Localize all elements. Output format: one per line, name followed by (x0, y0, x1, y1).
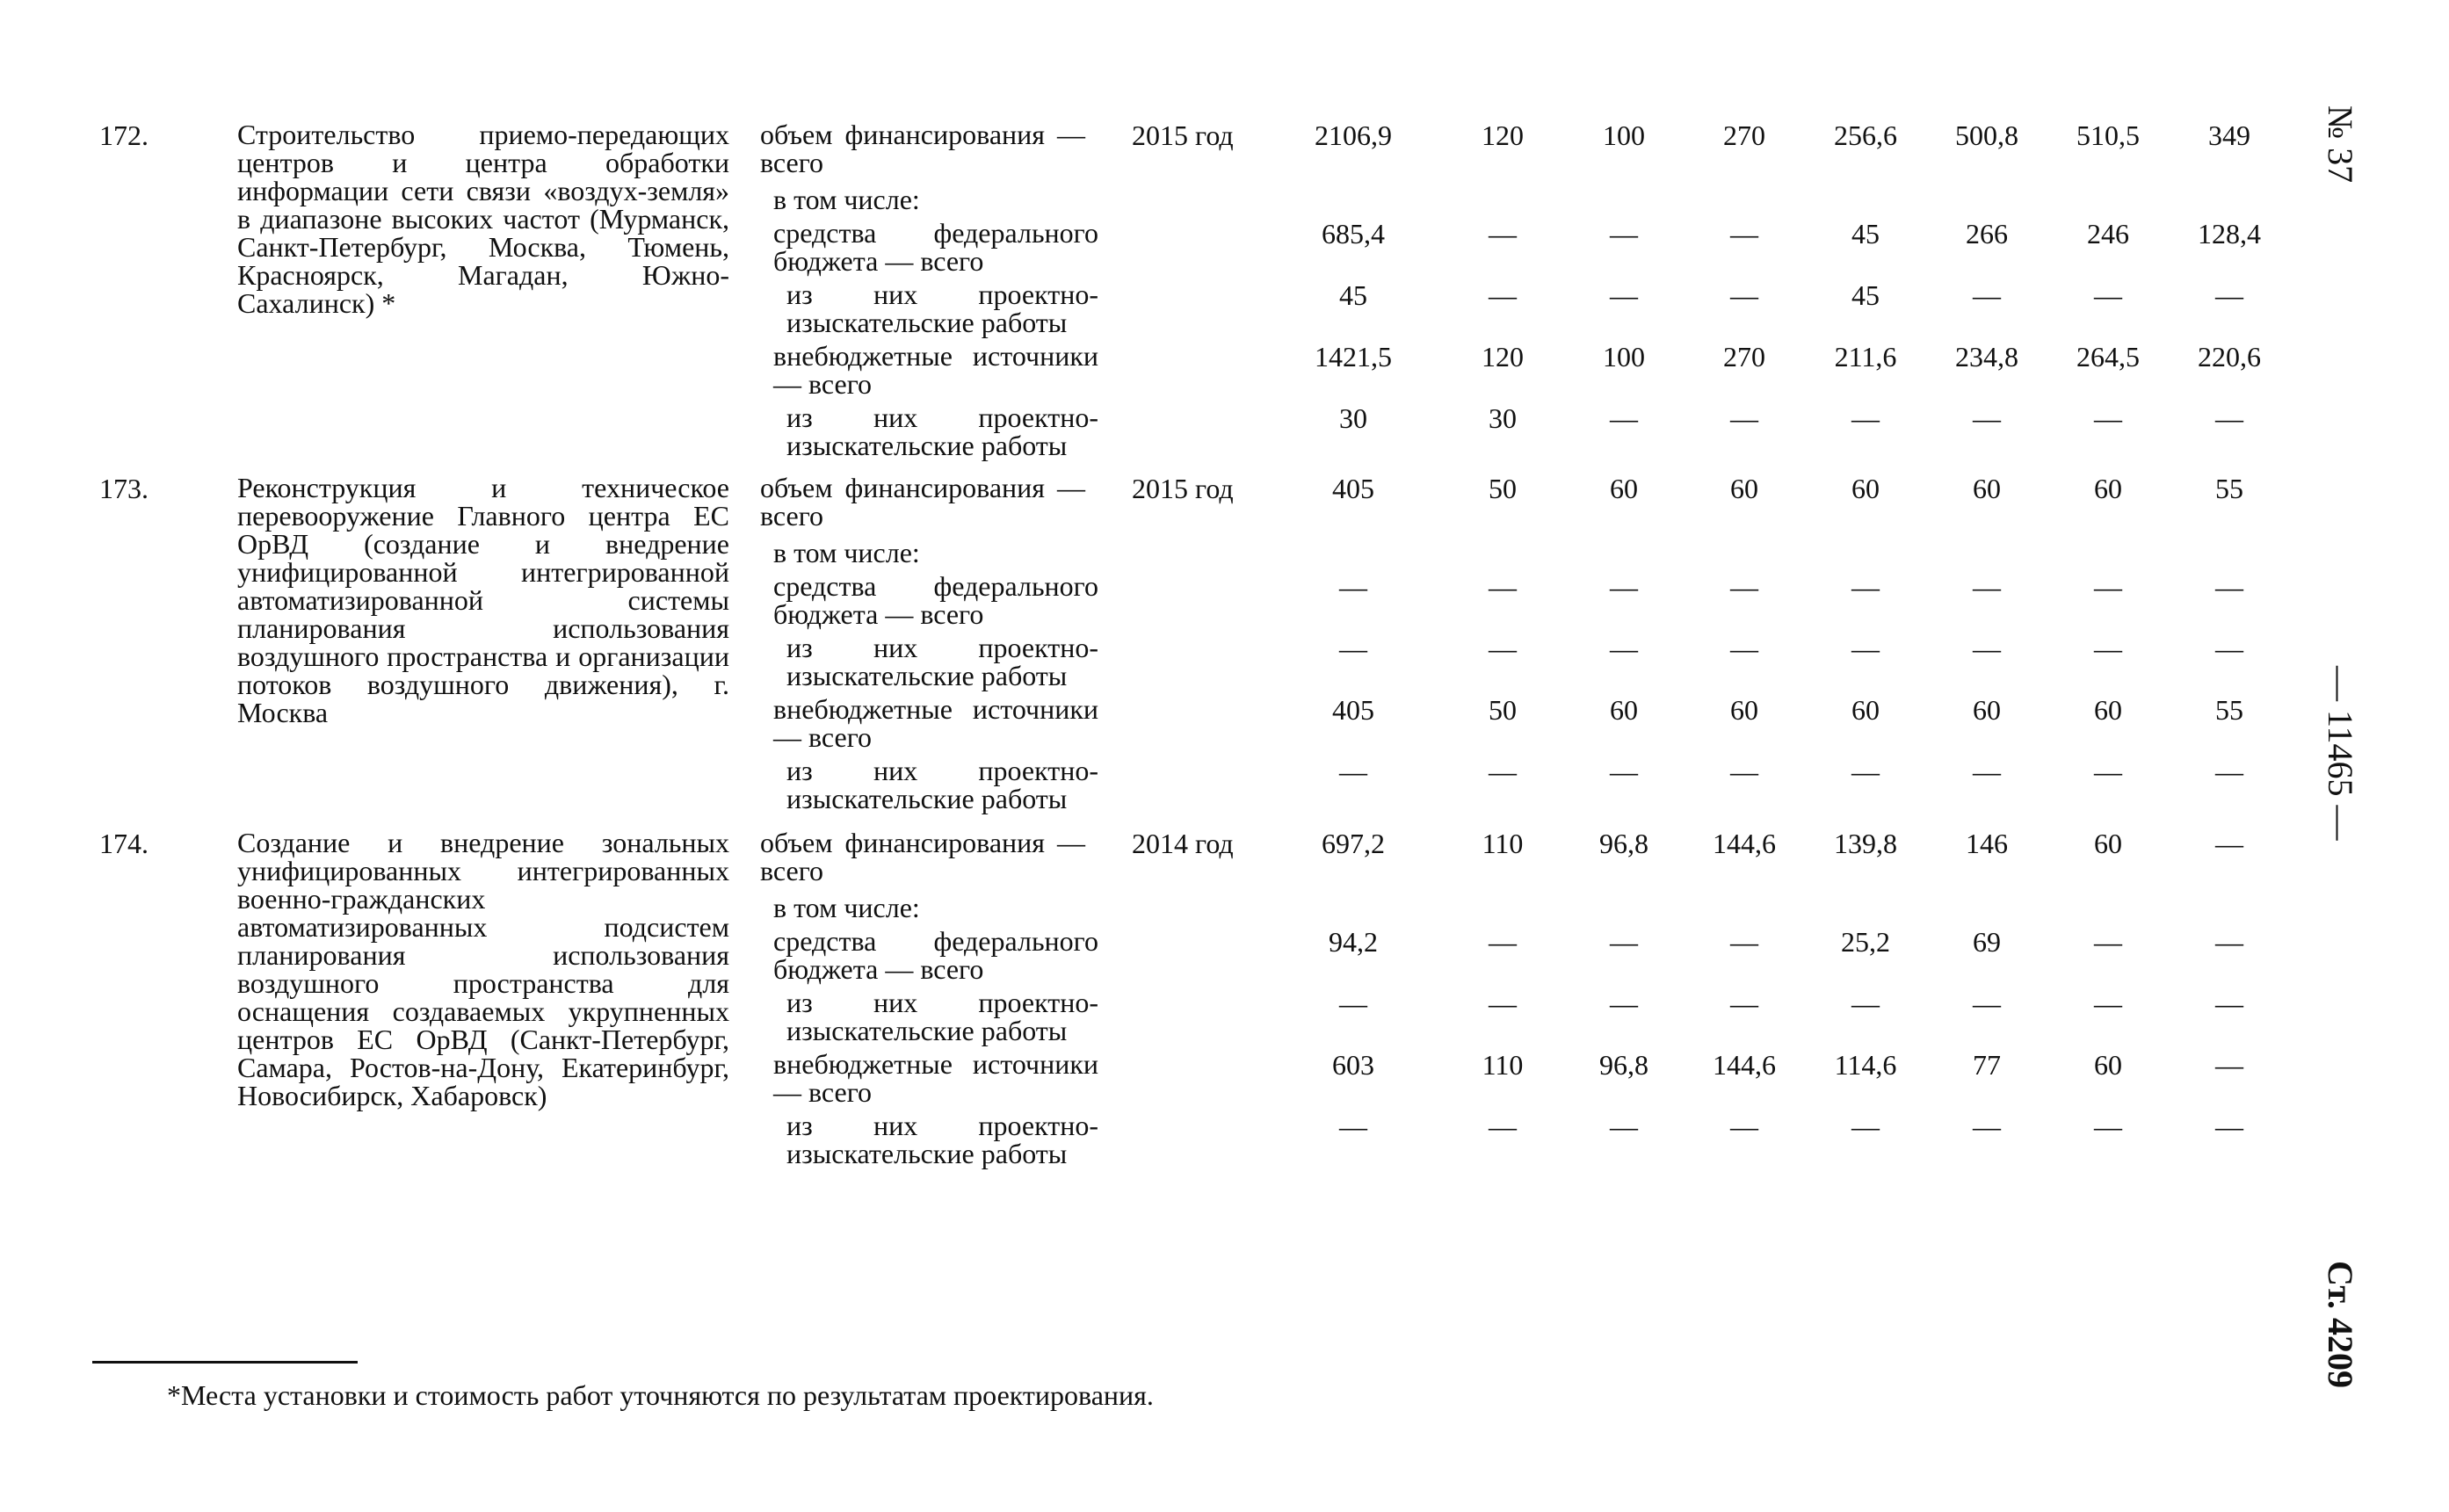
row-label: объем финансирования — всего (760, 472, 1085, 532)
entry-year: 2015 год (1132, 119, 1234, 151)
entry-number: 173. (99, 473, 149, 504)
value-cell: — (2094, 571, 2122, 603)
value-cell: 144,6 (1713, 1049, 1776, 1081)
value-cell: 30 (1339, 402, 1367, 434)
value-cell: — (1489, 988, 1517, 1019)
value-cell: — (2094, 633, 2122, 664)
value-cell: — (1610, 402, 1638, 434)
value-cell: 234,8 (1955, 341, 2018, 373)
value-cell: — (1851, 402, 1880, 434)
row-label: внебюджетные источники — всего (773, 1048, 1098, 1108)
table-entry-174 (92, 818, 2298, 1173)
value-cell: 110 (1482, 1049, 1524, 1081)
row-label: объем финансирования — всего (760, 827, 1085, 886)
value-cell: — (1730, 926, 1758, 958)
value-cell: — (1339, 571, 1367, 603)
value-cell: 60 (2094, 1049, 2122, 1081)
value-cell: — (1339, 988, 1367, 1019)
value-cell: 144,6 (1713, 828, 1776, 859)
value-cell: — (1489, 633, 1517, 664)
value-cell: — (1610, 926, 1638, 958)
entry-description: Реконструкция и техническое перевооружение Главного центра ЕС ОрВД (создание и внедрение унифицированной интегрированной автоматизированной системы планирования использования воздушного пространства и организации потоков воздушного движения), г. Москва (237, 472, 729, 728)
value-cell: — (1730, 402, 1758, 434)
value-cell: 500,8 (1955, 119, 2018, 151)
row-label: средства федерального бюджета — всего (773, 570, 1098, 630)
value-cell: 96,8 (1599, 1049, 1648, 1081)
value-cell: 100 (1603, 119, 1645, 151)
value-cell: 211,6 (1834, 341, 1897, 373)
value-cell: — (2215, 756, 2243, 787)
value-cell: — (1730, 279, 1758, 311)
entry-year: 2015 год (1132, 473, 1234, 504)
value-cell: — (1610, 633, 1638, 664)
value-cell: — (2215, 988, 2243, 1019)
row-label: из них проектно-изыскательские работы (786, 755, 1098, 814)
value-cell: — (1489, 218, 1517, 250)
value-cell: — (1973, 402, 2001, 434)
value-cell: 60 (1610, 473, 1638, 504)
value-cell: — (2215, 402, 2243, 434)
value-cell: — (1851, 633, 1880, 664)
value-cell: — (1610, 279, 1638, 311)
value-cell: — (1973, 1110, 2001, 1142)
value-cell: — (1851, 1110, 1880, 1142)
value-cell: — (2215, 926, 2243, 958)
value-cell: 45 (1851, 218, 1880, 250)
page-number: Ст. 4209 (2321, 1261, 2360, 1388)
value-cell: — (1851, 571, 1880, 603)
value-cell: — (2094, 926, 2122, 958)
value-cell: — (1851, 756, 1880, 787)
entry-description: Строительство приемо-передающих центров и центра обработки информации сети связи «воздух-земля» в диапазоне высоких частот (Мурманск, Санкт-Петербург, Москва, Тюмень, Красноярск, Магадан, Южно-Сахалинск) * (237, 119, 729, 319)
value-cell: — (1973, 279, 2001, 311)
value-cell: — (2094, 279, 2122, 311)
value-cell: — (1730, 756, 1758, 787)
footnote-divider (92, 1361, 358, 1364)
value-cell: — (1610, 988, 1638, 1019)
value-cell: 69 (1973, 926, 2001, 958)
value-cell: 264,5 (2076, 341, 2140, 373)
value-cell: 60 (2094, 694, 2122, 726)
value-cell: 30 (1489, 402, 1517, 434)
value-cell: — (2215, 1049, 2243, 1081)
entry-year: 2014 год (1132, 828, 1234, 859)
value-cell: — (1973, 756, 2001, 787)
value-cell: 50 (1489, 694, 1517, 726)
value-cell: 60 (1973, 473, 2001, 504)
value-cell: 146 (1966, 828, 2008, 859)
value-cell: — (2215, 1110, 2243, 1142)
value-cell: 685,4 (1322, 218, 1385, 250)
row-label: в том числе: (773, 892, 920, 923)
value-cell: — (1730, 218, 1758, 250)
value-cell: 45 (1339, 279, 1367, 311)
value-cell: — (1489, 571, 1517, 603)
value-cell: — (1730, 633, 1758, 664)
document-number: — 11465 — (2321, 666, 2360, 841)
entry-description: Создание и внедрение зональных унифицированных интегрированных военно-гражданских автоматизированных подсистем планирования использования воздушного пространства для оснащения создаваемых укрупненных центров ЕС ОрВД (Санкт-Петербург, Самара, Ростов-на-Дону, Екатеринбург, Новосибирск, Хабаровск) (237, 827, 729, 1111)
value-cell: 96,8 (1599, 828, 1648, 859)
row-label: из них проектно-изыскательские работы (786, 402, 1098, 461)
value-cell: 114,6 (1834, 1049, 1897, 1081)
value-cell: 55 (2215, 473, 2243, 504)
table-entry-172 (92, 110, 2298, 463)
value-cell: 100 (1603, 341, 1645, 373)
value-cell: 405 (1332, 694, 1374, 726)
value-cell: — (1610, 756, 1638, 787)
value-cell: — (1973, 988, 2001, 1019)
row-label: из них проектно-изыскательские работы (786, 632, 1098, 691)
side-margin (2311, 0, 2408, 1512)
entry-number: 174. (99, 828, 149, 859)
value-cell: 94,2 (1329, 926, 1378, 958)
value-cell: 270 (1723, 341, 1765, 373)
value-cell: 139,8 (1834, 828, 1897, 859)
value-cell: 120 (1482, 119, 1524, 151)
value-cell: 270 (1723, 119, 1765, 151)
value-cell: — (2215, 828, 2243, 859)
value-cell: — (2215, 571, 2243, 603)
value-cell: 60 (1610, 694, 1638, 726)
footnote: *Места установки и стоимость работ уточняются по результатам проектирования. (167, 1379, 1154, 1411)
row-label: объем финансирования — всего (760, 119, 1085, 178)
value-cell: 45 (1851, 279, 1880, 311)
row-label: внебюджетные источники — всего (773, 340, 1098, 400)
value-cell: — (1730, 988, 1758, 1019)
value-cell: — (2215, 633, 2243, 664)
value-cell: — (2215, 279, 2243, 311)
value-cell: 60 (1851, 473, 1880, 504)
value-cell: — (1339, 756, 1367, 787)
value-cell: 60 (2094, 828, 2122, 859)
row-label: внебюджетные источники — всего (773, 693, 1098, 753)
row-label: из них проектно-изыскательские работы (786, 1110, 1098, 1169)
value-cell: 510,5 (2076, 119, 2140, 151)
value-cell: 55 (2215, 694, 2243, 726)
value-cell: — (1489, 279, 1517, 311)
row-label: в том числе: (773, 537, 920, 568)
value-cell: — (2094, 1110, 2122, 1142)
value-cell: — (1730, 1110, 1758, 1142)
value-cell: — (1973, 571, 2001, 603)
value-cell: — (1610, 218, 1638, 250)
entry-number: 172. (99, 119, 149, 151)
value-cell: — (2094, 756, 2122, 787)
value-cell: — (1730, 571, 1758, 603)
value-cell: 2106,9 (1315, 119, 1392, 151)
row-label: из них проектно-изыскательские работы (786, 987, 1098, 1046)
value-cell: — (1339, 1110, 1367, 1142)
value-cell: — (1339, 633, 1367, 664)
table-entry-173 (92, 463, 2298, 818)
value-cell: 603 (1332, 1049, 1374, 1081)
value-cell: 60 (1730, 694, 1758, 726)
row-label: средства федерального бюджета — всего (773, 217, 1098, 277)
value-cell: 60 (2094, 473, 2122, 504)
value-cell: 256,6 (1834, 119, 1897, 151)
value-cell: 110 (1482, 828, 1524, 859)
value-cell: 1421,5 (1315, 341, 1392, 373)
value-cell: — (1610, 1110, 1638, 1142)
value-cell: 25,2 (1841, 926, 1890, 958)
value-cell: — (1851, 988, 1880, 1019)
value-cell: — (1489, 756, 1517, 787)
value-cell: 120 (1482, 341, 1524, 373)
value-cell: 405 (1332, 473, 1374, 504)
financing-table (92, 110, 2298, 1173)
value-cell: 60 (1730, 473, 1758, 504)
value-cell: — (1610, 571, 1638, 603)
value-cell: 349 (2208, 119, 2250, 151)
row-label: средства федерального бюджета — всего (773, 925, 1098, 985)
issue-number: № 37 (2321, 105, 2360, 184)
value-cell: 60 (1851, 694, 1880, 726)
value-cell: — (2094, 988, 2122, 1019)
value-cell: 60 (1973, 694, 2001, 726)
row-label: в том числе: (773, 184, 920, 215)
value-cell: — (1489, 1110, 1517, 1142)
value-cell: — (1973, 633, 2001, 664)
value-cell: — (2094, 402, 2122, 434)
value-cell: 128,4 (2198, 218, 2261, 250)
value-cell: 697,2 (1322, 828, 1385, 859)
value-cell: 246 (2087, 218, 2129, 250)
row-label: из них проектно-изыскательские работы (786, 279, 1098, 338)
value-cell: — (1489, 926, 1517, 958)
value-cell: 50 (1489, 473, 1517, 504)
value-cell: 220,6 (2198, 341, 2261, 373)
value-cell: 77 (1973, 1049, 2001, 1081)
value-cell: 266 (1966, 218, 2008, 250)
